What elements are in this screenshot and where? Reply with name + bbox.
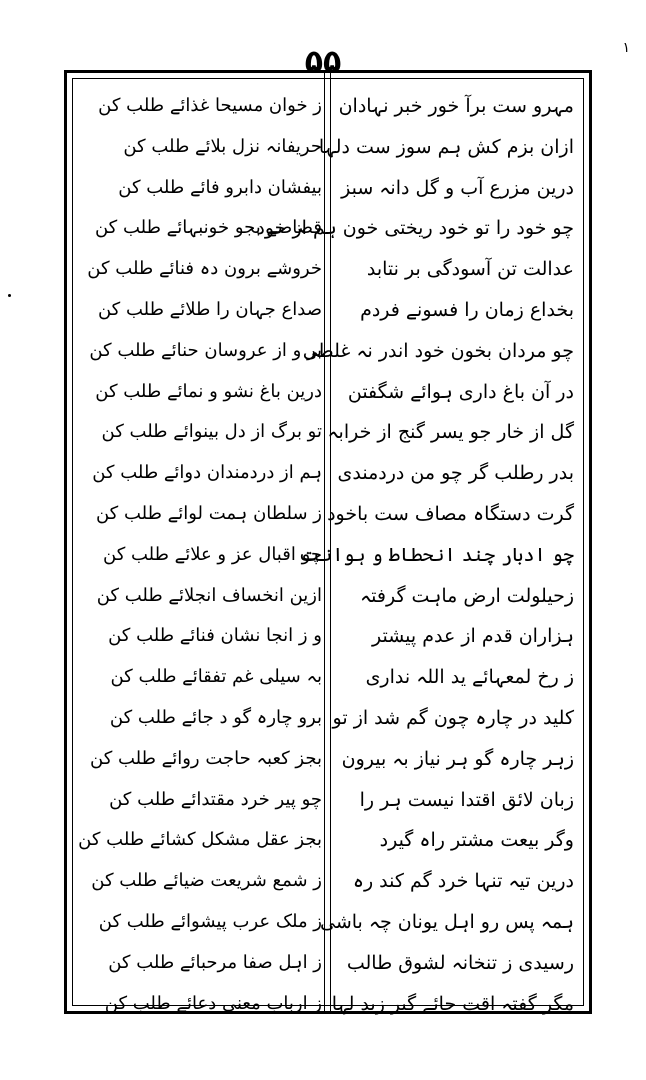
verse-line: ز ارباب معنی دعائے طلب کن [104,992,322,1014]
margin-mark: ۱ [622,40,630,56]
right-column [256,86,574,1024]
verse-line: خروشے برون دہ فنائے طلب کن [87,258,322,280]
page-number: ۵۵ [304,44,342,79]
verse-line: زبان لائق اقتدا نیست ہر را [359,788,574,811]
verse-line: گل از خار جو یسر گنج از خرابہ [327,421,574,444]
verse-line: چو ادبار چند انحطاط و ہوانت [298,543,574,566]
verse-line: ازان بزم کش ہم سوز ست دلہا [318,135,574,158]
verse-line: ازین انخساف انجلائے طلب کن [96,584,322,606]
verse-line: کلید در چارہ چون گم شد از تو [332,706,574,729]
verse-line: قصاصے بجو خونبہائے طلب کن [94,217,322,239]
verse-line: صداع جہان را طلائے طلب کن [97,298,322,320]
verse-line: برو چارہ گو د جائے طلب کن [109,706,322,728]
verse-line: زحیلولت ارض ماہت گرفتہ [360,584,574,607]
verse-line: مہرو ست برآ خور خبر نہادان [338,95,574,117]
verse-line: ہزاران قدم از عدم پیشتر [372,625,574,648]
verse-line: درین تیہ تنہا خرد گم کند رہ [352,870,574,893]
verse-line: ز سلطان ہمت لوائے طلب کن [95,502,322,524]
verse-line: ز شمع شریعت ضیائے طلب کن [91,870,322,892]
verse-line: ز رخ لمعہائے ید اللہ نداری [365,666,574,689]
verse-line: و ز انجا نشان فنائے طلب کن [108,625,322,647]
verse-line: تو برگ از دل بینوائے طلب کن [101,421,322,443]
verse-line: بخداع زمان را فسونے فردم [360,298,574,321]
verse-line: بدر رطلب گر چو من دردمندی [337,462,574,485]
left-column [78,86,322,1024]
verse-line: گرت دستگاہ مصاف ست باخود [327,502,574,525]
verse-line: عدالت تن آسودگی بر نتابد [366,258,574,281]
verse-line: درین باغ نشو و نمائے طلب کن [95,380,322,402]
verse-line: ز ملک عرب پیشوائے طلب کن [98,910,322,932]
verse-line: بجز کعبہ حاجت روائے طلب کن [90,747,322,769]
verse-line: بجز عقل مشکل کشائے طلب کن [78,829,322,851]
verse-line: چو پیر خرد مقتدائے طلب کن [109,788,322,810]
verse-line: حریفانہ نزل بلائے طلب کن [123,135,322,157]
verse-line: ز اہل صفا مرحبائے طلب کن [108,951,322,973]
verse-line: چو مردان بخون خود اندر نہ غلطی [302,339,574,362]
verse-line: چو خود را تو خود ریختی خون ہم از خود [256,217,574,240]
verse-line: رسیدی ز تنخانہ لشوق طالب [346,951,574,974]
verse-line: بیفشان دابرو فائے طلب کن [118,176,322,198]
verse-line: مگر گفتہ اقت جائے گیر زبد لہا [331,992,574,1015]
verse-line: در آن باغ داری ہوائے شگفتن [347,380,574,403]
verse-line: درین مزرع آب و گل دانہ سبز [341,176,574,199]
verse-line: زہر چارہ گو ہر نیاز بہ بیرون [341,747,574,770]
verse-line: ز خوان مسیحا غذائے طلب کن [98,95,322,116]
verse-line: وگر بیعت مشتر راہ گیرد [379,829,574,852]
verse-line: بر و از عروسان حنائے طلب کن [89,339,322,361]
verse-line: چو اقبال عز و علائے طلب کن [103,543,322,565]
verse-line: ہم از دردمندان دوائے طلب کن [92,462,322,484]
verse-line: بہ سیلی غم تفقائے طلب کن [110,666,322,688]
verse-line: ہمہ پس رو اہل یونان چہ باشی [320,910,574,933]
stray-dot [8,294,11,297]
